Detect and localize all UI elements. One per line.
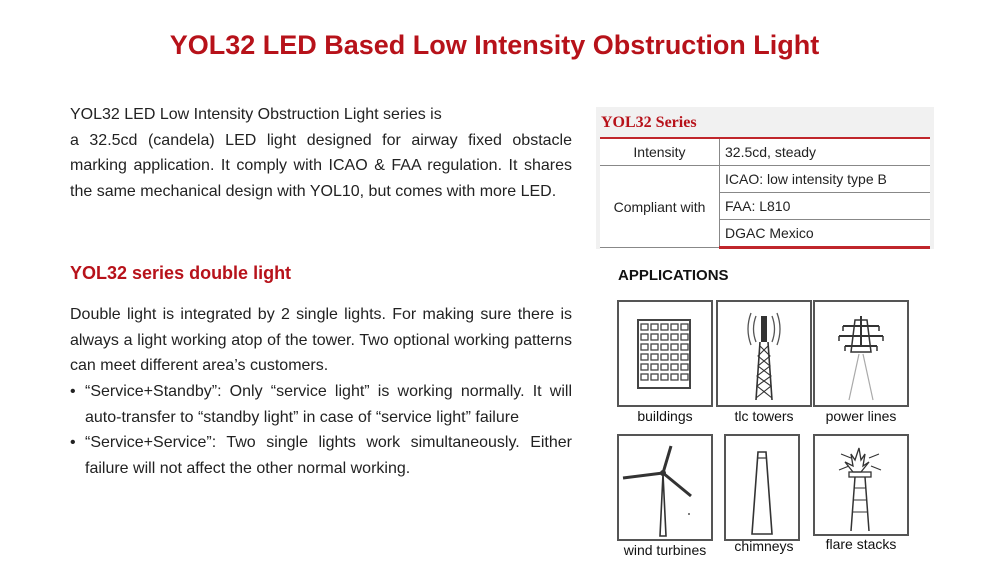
power-line-icon	[813, 300, 909, 407]
spec-row-intensity	[600, 138, 930, 166]
label-power-lines: power lines	[825, 408, 897, 424]
building-icon	[617, 300, 713, 407]
label-chimneys: chimneys	[734, 538, 794, 554]
pattern-service-standby: • “Service+Standby”: Only “service light” is working normally. It will auto-transfer to “standby light” in case of “service light” failure	[70, 379, 572, 430]
wind-turbine-icon	[617, 434, 713, 541]
tlc-tower-icon	[716, 300, 812, 407]
spec-table	[600, 137, 930, 249]
chimney-icon	[724, 434, 800, 541]
applications-heading: APPLICATIONS	[618, 267, 729, 284]
compliant-icao: ICAO: low intensity type B	[720, 166, 931, 193]
label-tlc-towers: tlc towers	[734, 408, 794, 424]
app-chimneys	[724, 434, 820, 554]
compliant-dgac: DGAC Mexico	[720, 220, 931, 248]
label-flare-stacks: flare stacks	[825, 536, 897, 552]
label-wind-turbines: wind turbines	[623, 542, 707, 558]
double-light-heading: YOL32 series double light	[70, 263, 292, 283]
compliant-faa: FAA: L810	[720, 193, 931, 220]
app-tlc-towers	[716, 300, 812, 424]
compliant-label: Compliant with	[600, 166, 720, 248]
app-buildings	[617, 300, 713, 424]
page-title: YOL32 LED Based Low Intensity Obstruction Light	[169, 30, 820, 60]
intro-rest: a 32.5cd (candela) LED light designed for airway fixed obstacle marking application. It comply with ICAO & FAA regulation. It shares the same mechanical design with YOL10, but comes with more LED.	[70, 131, 572, 201]
label-buildings: buildings	[637, 408, 693, 424]
pattern-service-service: • “Service+Service”: Two single lights work simultaneously. Either failure will not affect the other normal working.	[70, 430, 572, 481]
app-flare-stacks	[813, 434, 909, 552]
intensity-label: Intensity	[600, 138, 720, 166]
spec-title: YOL32 Series	[601, 114, 697, 131]
double-light-paragraph: Double light is integrated by 2 single lights. For making sure there is always a light working atop of the tower. Two optional working patterns can meet different area’s customers.	[70, 306, 572, 375]
app-wind-turbines	[617, 434, 713, 558]
spec-panel	[596, 107, 934, 249]
pattern-list	[70, 379, 572, 482]
flare-stack-icon	[813, 434, 909, 536]
intensity-value: 32.5cd, steady	[720, 138, 931, 166]
app-power-lines	[813, 300, 909, 424]
spec-row-icao	[600, 166, 930, 193]
intro-paragraph	[70, 102, 572, 205]
intro-first-line: YOL32 LED Low Intensity Obstruction Light series is	[70, 106, 442, 123]
